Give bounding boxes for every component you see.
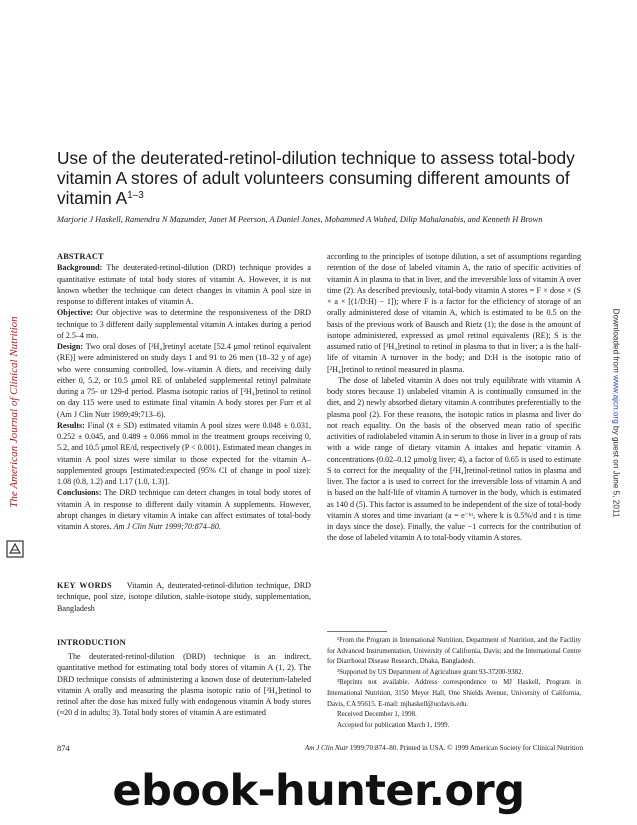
author-list: Marjorie J Haskell, Ramendra N Mazumder, Janet M Peerson, A Daniel Jones, Mohammed A Wahed, Dilip Mahalanabis, and Kenneth H Brown <box>57 215 543 224</box>
footer-citation <box>253 744 583 752</box>
download-url-link[interactable]: www.ajcn.org <box>611 375 621 424</box>
title-text: Use of the deuterated-retinol-dilution technique to assess total-body vitamin A stores of adult volunteers consuming different amounts of vitamin A <box>57 148 575 208</box>
footer-journal: Am J Clin Nutr <box>304 744 349 752</box>
conclusions-label: Conclusions: <box>57 488 102 498</box>
objective-text: Our objective was to determine the responsiveness of the DRD technique to 3 different daily supplemental vitamin A intakes during a period of 2.5–4 mo. <box>57 308 311 340</box>
keywords-label: KEY WORDS <box>57 581 112 590</box>
abstract-heading: ABSTRACT <box>57 252 104 261</box>
abstract-conclusions <box>57 487 311 532</box>
footnote-1: ¹From the Program in International Nutrition, Department of Nutrition, and the Facility for Advanced Instrumentation, University of California, Davis; and the International Centre for Diarrhoeal Disease Research, Dhaka, Bangladesh. <box>327 637 581 666</box>
received-date: Received December 1, 1998. <box>337 711 417 719</box>
body-paragraph-1: according to the principles of isotope dilution, a set of assumptions regarding retention of the dose of labeled vitamin A, the ratio of specific activities of vitamin A in plasma to that in liver, and the irreversible loss of vitamin A over time (2). As described previously, total-body vitamin A stores = F × dose × (S × a × [(1/D:H) − 1]); where F is a factor for the efficiency of storage of an orally administered dose of vitamin A, which is estimated to be 0.5 on the basis of the previous work of Bausch and Rietz (1); the dose is the amount of isotope administered, expressed as μmol retinol equivalents (RE); S is the assumed ratio of [²H₄]retinol to retinol in plasma to that in liver; a is the half-life of vitamin A turnover in the body; and D:H is the isotopic ratio of [²H₄]retinol to retinol measured in plasma. <box>327 252 581 374</box>
abstract-citation: Am J Clin Nutr 1999;70:874–80. <box>113 522 221 531</box>
journal-logo-icon <box>6 540 24 558</box>
objective-label: Objective: <box>57 308 93 318</box>
abstract-objective <box>57 307 311 341</box>
results-label: Results: <box>57 420 85 430</box>
conclusions-text: The DRD technique can detect changes in total body stores of vitamin A in response to different daily vitamin A supplements. However, abrupt changes in dietary vitamin A intake can affect estimates of total-body vitamin A stores. <box>57 488 311 531</box>
background-label: Background: <box>57 263 103 273</box>
abstract-design <box>57 341 311 420</box>
watermark-banner <box>0 766 637 825</box>
abstract <box>57 251 311 532</box>
design-text: Two oral doses of [²H₄]retinyl acetate [52.4 μmol retinol equivalent (RE)] were administered on study days 1 and 91 to 26 men (18–32 y of age) who were consuming controlled, low–vitamin A diets, and receiving daily either 0, 5.2, or 10.5 μmol RE of unlabeled supplemental retinyl palmitate during a 75- or 129-d period. Plasma isotopic ratios of [²H₄]retinol to retinol on day 115 were used to estimate final vitamin A body stores per Furr et al (Am J Clin Nutr 1989;49:713–6). <box>57 342 311 419</box>
right-column-body <box>327 251 581 544</box>
download-notice <box>612 309 621 518</box>
background-text: The deuterated-retinol-dilution (DRD) technique provides a quantitative estimate of total body stores of vitamin A. However, it is not known whether the technique can detect changes in vitamin A pool size in response to different intakes of vitamin A. <box>57 263 311 306</box>
journal-side-title: The American Journal of Clinical Nutrition <box>8 316 20 508</box>
footnote-3: ³Reprints not available. Address correspondence to MJ Haskell, Program in International Nutrition, 3150 Meyer Hall, One Shields Avenue, University of California, Davis, CA 95615. E-mail: mjhaskell@ucdavis.edu. <box>327 679 581 708</box>
body-paragraph-2: The dose of labeled vitamin A does not truly equilibrate with vitamin A body stores because 1) unlabeled vitamin A is continually consumed in the diet, and 2) newly absorbed dietary vitamin A contributes preferentially to the plasma pool (2). For these reasons, the isotopic ratios in plasma and liver do not reach equality. On the basis of the observed mean ratio of specific activities of radiolabeled vitamin A in serum to those in liver in a group of rats with a wide range of dietary vitamin A intakes and hepatic vitamin A concentrations (0.02–0.12 μmol/g liver; 4), a factor of 0.65 is used to estimate S to correct for the inequality of the [²H₄]retinol-retinol ratios in plasma and liver. The factor a is used to correct for the irreversible loss of vitamin A and is based on the half-life of vitamin A turnover in the body, which is estimated as 140 d (5). This factor is assumed to be independent of the size of total-body vitamin A stores and time invariant (a = e⁻ᵏᵗ, where k is 0.5%/d and t is time in days since the dose). Finally, the value −1 corrects for the contribution of the dose of labeled vitamin A to total-body vitamin A stores. <box>327 375 581 543</box>
accepted-date: Accepted for publication March 1, 1999. <box>337 721 450 729</box>
page-number: 874 <box>57 744 70 753</box>
footnote-divider <box>327 631 387 632</box>
footnotes <box>327 636 581 731</box>
results-text: Final (x̄ ± SD) estimated vitamin A pool sizes were 0.048 ± 0.031, 0.252 ± 0.045, and 0.489 ± 0.066 mmol in the treatment groups receiving 0, 5.2, and 10.5 μmol RE/d, respectively (P < 0.001). Estimated mean changes in vitamin A pool sizes were similar to those expected for the vitamin A–supplemented groups [estimated:expected (95% CI of change in pool size): 1.08 (0.8, 1.2) and 1.17 (1.0, 1.3)]. <box>57 420 312 486</box>
title-footnote-marks: 1–3 <box>127 190 144 201</box>
article-title <box>57 148 597 208</box>
download-prefix: Downloaded from <box>611 308 621 376</box>
watermark-text: ebook-hunter.org <box>112 766 525 816</box>
introduction-paragraph: The deuterated-retinol-dilution (DRD) technique is an indirect, quantitative method for estimating total body stores of vitamin A (1, 2). The DRD technique consists of administering a known dose of deuterium-labeled vitamin A orally and measuring the plasma isotopic ratio of [²H₄]retinol to retinol after the dose has mixed fully with endogenous vitamin A body stores (≈20 d in adults; 3). Total body stores of vitamin A are estimated <box>57 652 311 718</box>
abstract-background <box>57 262 311 307</box>
design-label: Design: <box>57 342 84 351</box>
footer-citation-rest: 1999;70:874–80. Printed in USA. © 1999 American Society for Clinical Nutrition <box>348 744 583 752</box>
footnote-2: ²Supported by US Department of Agriculture grant 93-37200-9382. <box>337 668 524 676</box>
keywords <box>57 580 311 614</box>
abstract-results <box>57 420 311 488</box>
introduction-heading: INTRODUCTION <box>57 638 126 647</box>
introduction-text <box>57 651 311 719</box>
keywords-text: Vitamin A, deuterated-retinol-dilution technique, DRD technique, pool size, isotope dilution, stable-isotope study, supplementation, Bangladesh <box>57 581 312 613</box>
download-suffix: by guest on June 5, 2011 <box>611 423 621 518</box>
